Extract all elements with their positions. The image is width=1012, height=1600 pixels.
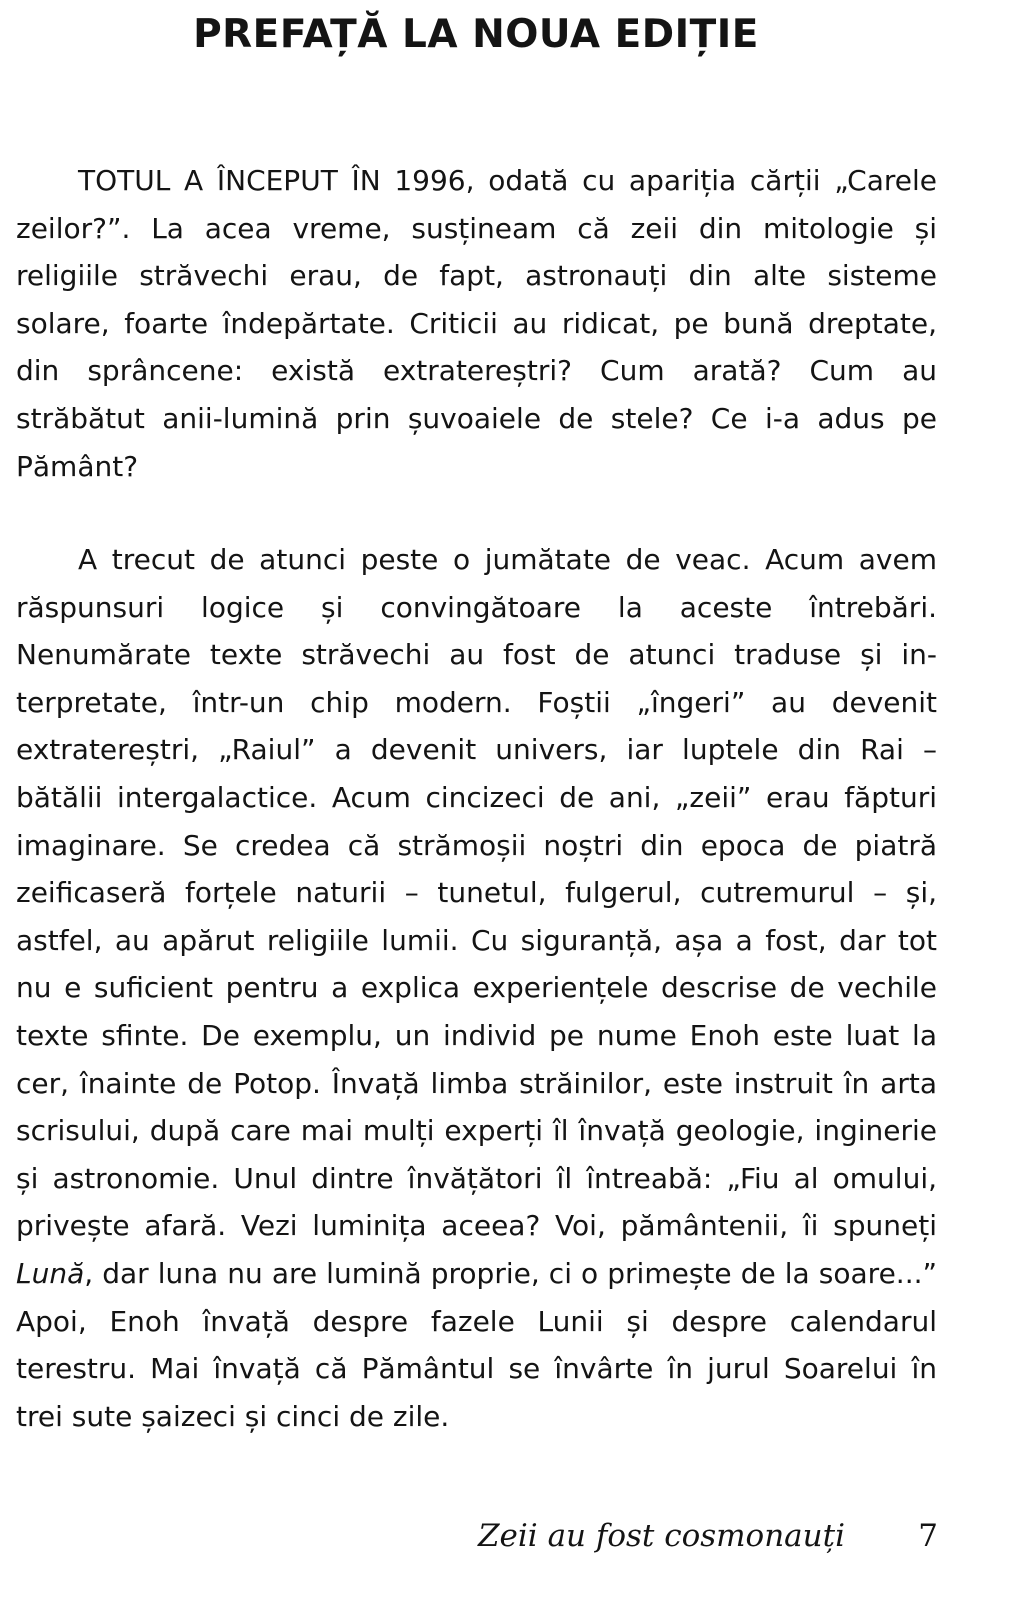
page-number: 7	[918, 1518, 938, 1554]
paragraph-2-text-after: , dar luna nu are lumină proprie, ci o primește de la soare...” Apoi, Enoh învață despre fazele Lunii și despre calendarul terestru. Mai învață că Pământul se învârte în jurul Soarelui în trei sute șaizeci și cinci de zile.	[16, 1256, 937, 1433]
page-title: PREFAȚĂ LA NOUA EDIȚIE	[193, 12, 759, 57]
paragraph-2-text-before: A trecut de atunci peste o jumătate de veac. Acum avem răspunsuri logice și convingătoare la aceste întrebări. Nenumărate texte străvechi au fost de atunci traduse și interpretate, într-un chip modern. Foștii „îngeri” au devenit extratereștri, „Raiul” a devenit univers, iar luptele din Rai – bătălii intergalactice. Acum cincizeci de ani, „zeii” erau făpturi imaginare. Se credea că strămoșii noștri din epoca de piatră zeificaseră forțele naturii – tunetul, fulgerul, cutremurul – și, astfel, au apărut religiile lumii. Cu siguranță, așa a fost, dar tot nu e suficient pentru a explica experiențele descrise de vechile texte sfinte. De exemplu, un individ pe nume Enoh este luat la cer, înainte de Potop. Învață limba străinilor, este instruit în arta scrisului, după care mai mulți experți îl învață geologie, inginerie și astronomie. Unul dintre învățători îl întreabă: „Fiu al omului, privește afară. Vezi luminița aceea? Voi, pământenii, îi spuneți	[16, 543, 937, 1243]
emphasized-word: Lună	[16, 1256, 85, 1290]
footer-book-title: Zeii au fost cosmonauți	[478, 1518, 846, 1554]
paragraph-1: TOTUL A ÎNCEPUT ÎN 1996, odată cu apariția cărții „Carele zeilor?”. La acea vreme, susțineam că zeii din mitologie și religiile străvechi erau, de fapt, astronauți din alte sisteme solare, foarte îndepărtate. Criticii au ridicat, pe bună dreptate, din sprâncene: există extratereștri? Cum arată? Cum au străbătut anii-lumină prin șuvoaiele de stele? Ce i-a adus pe Pământ?	[16, 164, 937, 483]
paragraph-2	[16, 536, 937, 1440]
